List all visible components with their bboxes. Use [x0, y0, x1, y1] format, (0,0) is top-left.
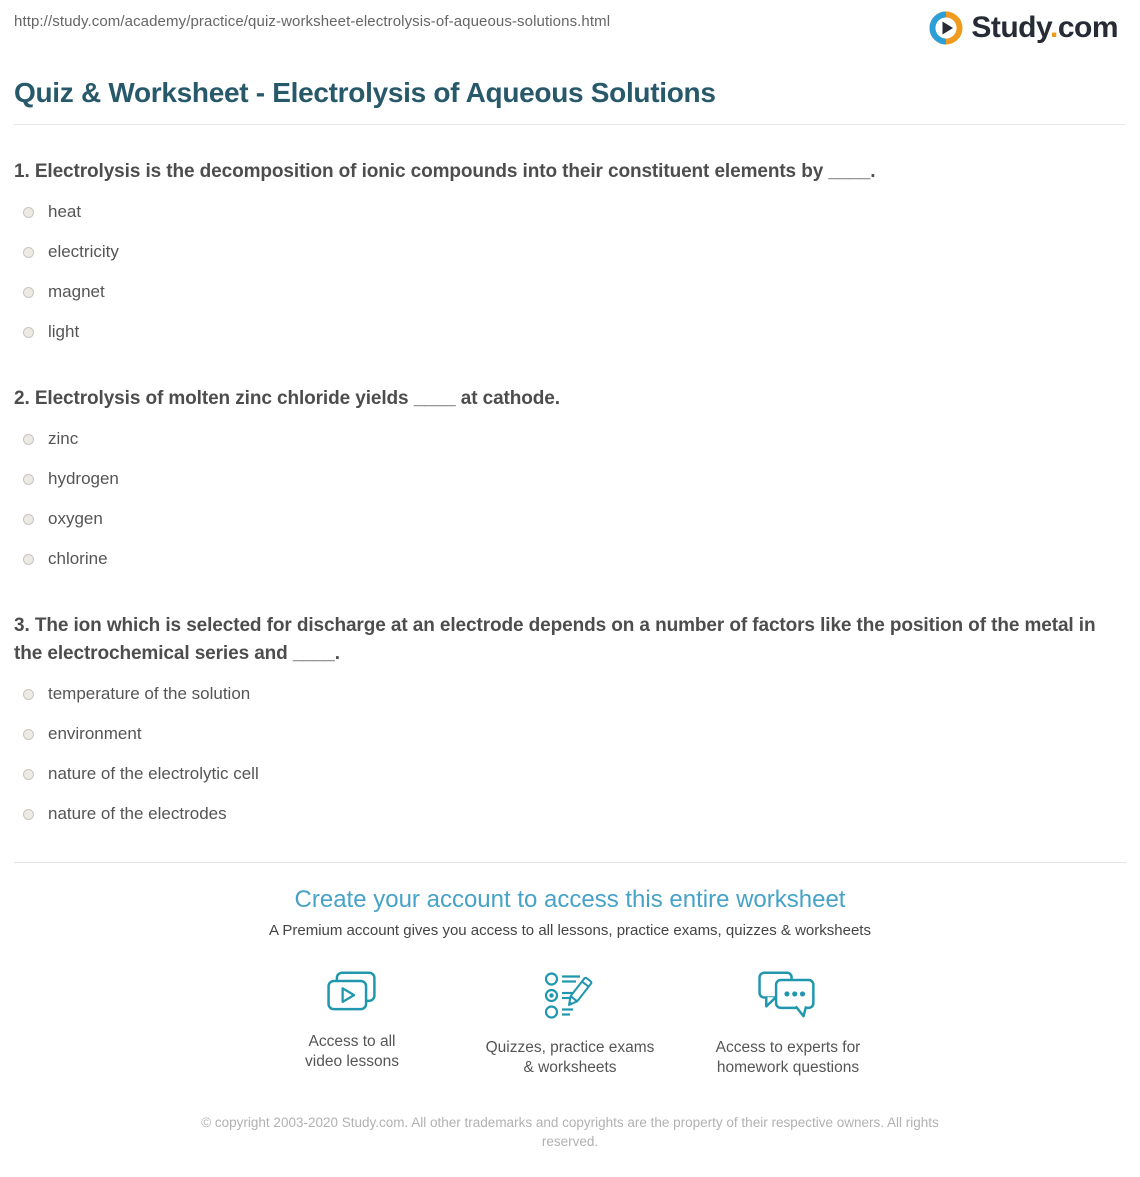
radio-button[interactable]	[23, 327, 34, 338]
answer-option[interactable]: hydrogen	[14, 459, 1126, 499]
radio-button[interactable]	[23, 729, 34, 740]
question-3	[14, 612, 1126, 834]
feature-label: Quizzes, practice exams & worksheets	[485, 1039, 655, 1076]
radio-button[interactable]	[23, 689, 34, 700]
answer-option[interactable]: environment	[14, 714, 1126, 754]
answer-option[interactable]: nature of the electrodes	[14, 794, 1126, 834]
divider	[14, 124, 1126, 125]
features-row	[14, 971, 1126, 1078]
radio-button[interactable]	[23, 434, 34, 445]
feature-experts-chat	[698, 971, 878, 1078]
question-2-options	[14, 419, 1126, 579]
radio-button[interactable]	[23, 247, 34, 258]
question-1	[14, 158, 1126, 352]
page-url: http://study.com/academy/practice/quiz-worksheet-electrolysis-of-aqueous-solutions.html	[14, 13, 611, 30]
experts-chat-icon	[758, 971, 818, 1021]
answer-option[interactable]: magnet	[14, 272, 1126, 312]
radio-button[interactable]	[23, 809, 34, 820]
answer-option[interactable]: zinc	[14, 419, 1126, 459]
divider	[14, 862, 1126, 863]
question-1-text: 1. Electrolysis is the decomposition of ionic compounds into their constituent elements by ____.	[14, 161, 876, 182]
answer-option[interactable]: electricity	[14, 232, 1126, 272]
radio-button[interactable]	[23, 474, 34, 485]
copyright-text: © copyright 2003-2020 Study.com. All other trademarks and copyrights are the property of their respective owners. All rights reserved.	[201, 1115, 939, 1149]
answer-option[interactable]: light	[14, 312, 1126, 352]
cta-title[interactable]: Create your account to access this entire worksheet	[294, 886, 846, 913]
question-3-text: 3. The ion which is selected for discharge at an electrode depends on a number of factors like the position of the metal in the electrochemical series and ____.	[14, 615, 1096, 664]
top-bar	[14, 0, 1126, 50]
video-lessons-icon	[327, 971, 377, 1015]
page-footer	[14, 1114, 1126, 1151]
answer-option[interactable]: nature of the electrolytic cell	[14, 754, 1126, 794]
studycom-logo[interactable]	[928, 10, 1126, 46]
feature-label: Access to experts for homework questions	[715, 1039, 861, 1076]
radio-button[interactable]	[23, 769, 34, 780]
quizzes-worksheets-icon	[542, 971, 598, 1021]
feature-label: Access to all video lessons	[305, 1033, 399, 1070]
cta-subtitle: A Premium account gives you access to all lessons, practice exams, quizzes & worksheets	[269, 922, 871, 939]
page-title: Quiz & Worksheet - Electrolysis of Aqueous Solutions	[14, 77, 716, 108]
answer-option[interactable]: oxygen	[14, 499, 1126, 539]
question-1-options	[14, 192, 1126, 352]
answer-option[interactable]: chlorine	[14, 539, 1126, 579]
radio-button[interactable]	[23, 287, 34, 298]
answer-option[interactable]: temperature of the solution	[14, 674, 1126, 714]
radio-button[interactable]	[23, 207, 34, 218]
radio-button[interactable]	[23, 554, 34, 565]
radio-button[interactable]	[23, 514, 34, 525]
answer-option[interactable]: heat	[14, 192, 1126, 232]
studycom-logo-icon	[928, 10, 964, 46]
question-3-options	[14, 674, 1126, 834]
question-2	[14, 385, 1126, 579]
studycom-logo-text: Study.com	[971, 11, 1118, 44]
create-account-section	[14, 885, 1126, 1078]
question-2-text: 2. Electrolysis of molten zinc chloride yields ____ at cathode.	[14, 388, 560, 409]
feature-video-lessons	[262, 971, 442, 1078]
feature-quizzes-worksheets	[480, 971, 660, 1078]
